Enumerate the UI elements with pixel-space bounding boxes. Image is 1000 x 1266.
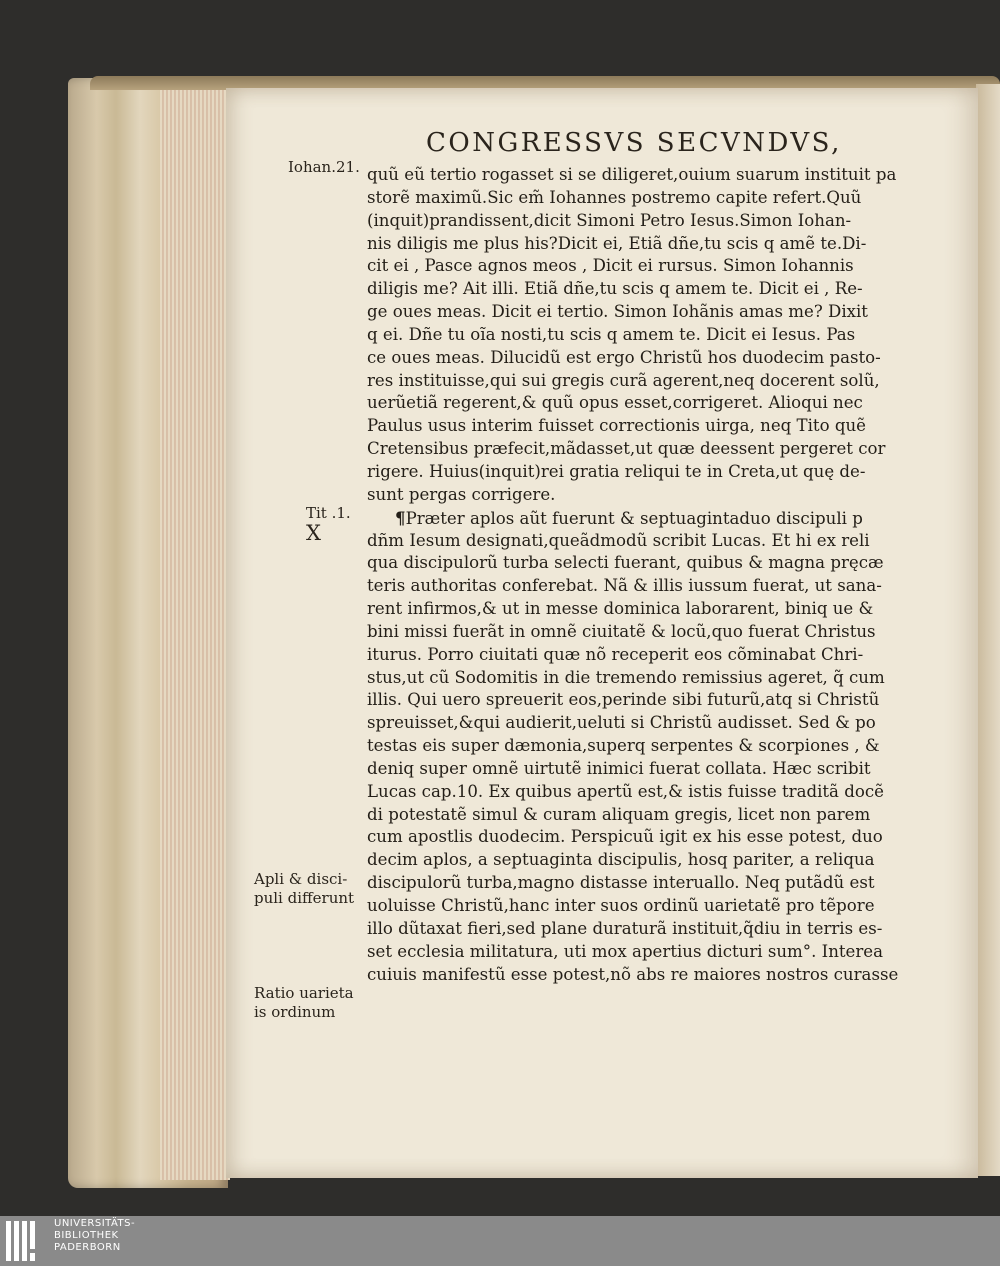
text-line-content: rigere. Huius(inquit)rei gratia reliqui te in Creta,ut quę de- [367,461,866,481]
text-line-content: decim aplos, a septuaginta discipulis, hosq pariter, a reliqua [367,850,875,870]
footer-bar [0,1216,1000,1266]
text-line-content: dñm Iesum designati,queãdmodũ scribit Lucas. Et hi ex reli [367,530,870,550]
text-line [367,644,913,667]
text-line [367,918,913,941]
text-line [367,735,913,758]
text-line [367,575,913,598]
text-line [367,415,913,438]
text-line [367,187,913,210]
text-line-content: sunt pergas corrigere. [367,484,556,504]
text-line [367,438,913,461]
facing-page-edge [976,84,1000,1176]
margin-note-tit: Tit .1. [306,504,351,522]
margin-note-line: Ratio uarieta [254,984,354,1002]
text-line [367,392,913,415]
text-line [367,164,913,187]
library-name [54,1218,135,1254]
library-name-line: BIBLIOTHEK [54,1230,119,1241]
text-line [367,667,913,690]
text-line [367,872,913,895]
text-line-content: bini missi fuerãt in omnẽ ciuitatẽ & locũ,quo fuerat Christus [367,621,876,641]
text-line-content: Præter aplos aũt fuerunt & septuagintaduo discipuli p [405,508,863,528]
text-line-content: stus,ut cũ Sodomitis in die tremendo remissius ageret, q̃ cum [367,667,885,687]
text-line [367,941,913,964]
text-line-content: Paulus usus interim fuisset correctionis uirga, neq Tito quẽ [367,416,866,436]
margin-note-line: puli differunt [254,889,355,907]
text-line-content: di potestatẽ simul & curam aliquam gregis, licet non parem [367,804,871,824]
text-line-content: uerũetiã regerent,& quũ opus esset,corrigeret. Alioqui nec [367,393,863,413]
text-line-content: res instituisse,qui sui gregis curã agerent,neq docerent solũ, [367,370,880,390]
margin-note-line: is ordinum [254,1003,336,1021]
text-line-content: storẽ maximũ.Sic em̃ Iohannes postremo capite refert.Quũ [367,187,862,207]
body-text [367,164,913,986]
running-head: CONGRESSVS SECVNDVS, [426,128,842,158]
text-line-content: Lucas cap.10. Ex quibus apertũ est,& istis fuisse traditã docẽ [367,781,884,801]
text-line [367,324,913,347]
text-line-content: quũ eũ tertio rogasset si se diligeret,ouium suarum instituit pa [367,165,897,184]
text-line [367,461,913,484]
text-line-content: iturus. Porro ciuitati quæ nõ receperit eos cõminabat Chri- [367,644,864,664]
text-line [367,689,913,712]
text-line-content: ce oues meas. Dilucidũ est ergo Christũ hos duodecim pasto- [367,347,881,367]
text-line-content: diligis me? Ait illi. Etiã dñe,tu scis q amem te. Dicit ei , Re- [367,279,863,299]
text-line-content: deniq super omnẽ uirtutẽ inimici fuerat collata. Hæc scribit [367,758,871,778]
text-line-content: ge oues meas. Dicit ei tertio. Simon Iohãnis amas me? Dixit [367,302,868,322]
text-line [367,758,913,781]
text-line [367,301,913,324]
text-line-content: discipulorũ turba,magno distasse interuallo. Neq putãdũ est [367,873,875,893]
page-edges [160,90,230,1180]
text-line-content: illis. Qui uero spreuerit eos,perinde sibi futurũ,atq si Christũ [367,690,880,710]
text-line-content: spreuisset,&qui audierit,ueluti si Christũ audisset. Sed & po [367,713,876,733]
text-line [367,849,913,872]
text-line [367,964,913,987]
text-line [367,530,913,553]
text-line [367,233,913,256]
text-line-content: set ecclesia militatura, uti mox apertius dicturi sum°. Interea [367,941,884,961]
text-line-content: cuiuis manifestũ esse potest,nõ abs re maiores nostros curasse [367,964,899,984]
text-line [367,484,913,507]
library-name-line: PADERBORN [54,1242,121,1253]
text-line-content: Cretensibus præfecit,mãdasset,ut quæ deessent pergeret cor [367,439,886,459]
paragraph-mark: ¶ [395,507,406,528]
text-line-content: rent infirmos,& ut in messe dominica laborarent, biniq ue & [367,599,874,619]
text-line [367,347,913,370]
chapter-mark: X [306,521,321,545]
text-line-content: nis diligis me plus his?Dicit ei, Etiã dñe,tu scis q amẽ te.Di- [367,233,867,253]
library-name-line: UNIVERSITÄTS- [54,1218,136,1229]
text-line [367,781,913,804]
margin-note-line: Apli & disci- [254,870,348,888]
text-line-content: cum apostlis duodecim. Perspicuũ igit ex his esse potest, duo [367,827,883,847]
margin-note-ratio [254,984,354,1022]
text-line [367,278,913,301]
text-line-content: cit ei , Pasce agnos meos , Dicit ei rursus. Simon Iohannis [367,256,854,276]
text-line-content: illo dũtaxat fieri,sed plane duraturã instituit,q̃diu in terris es- [367,918,883,938]
margin-note-johan: Iohan.21. [288,158,360,176]
text-line [367,895,913,918]
margin-note-apli [254,870,354,908]
text-line [367,552,913,575]
text-line-content: testas eis super dæmonia,superq serpentes & scorpiones , & [367,736,880,756]
library-logo-icon [6,1221,46,1261]
text-line-content: qua discipulorũ turba selecti fuerant, quibus & magna pręcæ [367,553,884,573]
text-line [367,255,913,278]
text-line-content: teris authoritas conferebat. Nã & illis iussum fuerat, ut sana- [367,576,882,596]
text-line [367,210,913,233]
text-line [367,507,913,530]
text-line-content: q ei. Dñe tu oĩa nosti,tu scis q amem te. Dicit ei Iesus. Pas [367,324,856,344]
text-line [367,621,913,644]
text-line [367,826,913,849]
text-line [367,804,913,827]
text-line [367,598,913,621]
text-line [367,370,913,393]
text-line-content: uoluisse Christũ,hanc inter suos ordinũ uarietatẽ pro tẽpore [367,896,875,915]
text-line [367,712,913,735]
text-line-content: (inquit)prandissent,dicit Simoni Petro Iesus.Simon Iohan- [367,210,852,230]
